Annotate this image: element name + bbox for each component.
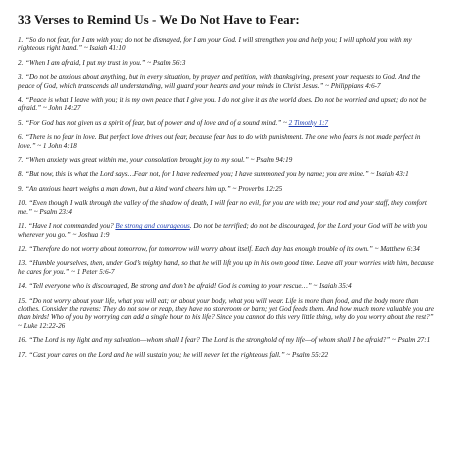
- verse-item: [18, 36, 435, 53]
- verse-item: [18, 222, 435, 239]
- verse-item: [18, 73, 435, 90]
- verse-text-continued: . Do not be terrified; do not be discouraged, for the Lord your God will be with you wherever you go.” ~ Joshua 1:9: [18, 222, 427, 239]
- verse-number: 10.: [18, 199, 29, 208]
- verse-reference-link[interactable]: 2 Timothy 1:7: [288, 118, 329, 127]
- verse-item: [18, 96, 435, 113]
- verse-number: 1.: [18, 36, 26, 44]
- verse-text: “When I am afraid, I put my trust in you.” ~ Psalm 56:3: [25, 58, 186, 67]
- verse-item: [18, 119, 435, 127]
- verse-text: “Peace is what I leave with you; it is my own peace that I give you. I do not give it as the world does. Do not be worried and upset; do not be afraid.” ~ John 14:27: [18, 96, 427, 113]
- verse-number: 3.: [18, 73, 26, 82]
- verse-number: 11.: [18, 222, 29, 231]
- verse-item: [18, 259, 435, 276]
- verse-number: 2.: [18, 58, 26, 67]
- verse-item: [18, 199, 435, 216]
- verse-number: 6.: [18, 133, 26, 142]
- verse-text: “Therefore do not worry about tomorrow, for tomorrow will worry about itself. Each day has enough trouble of its own.” ~ Matthew 6:34: [28, 244, 420, 253]
- verse-text: “So do not fear, for I am with you; do not be dismayed, for I am your God. I will strengthen you and help you; I will uphold you with my righteous right hand.” ~ Isaiah 41:10: [18, 36, 412, 53]
- verse-list: [18, 36, 435, 359]
- verse-number: 13.: [18, 259, 29, 268]
- verse-text: “Have I not commanded you?: [28, 222, 116, 231]
- verse-number: 8.: [18, 170, 26, 179]
- verse-item: [18, 133, 435, 150]
- verse-item: [18, 282, 435, 290]
- verse-text: “But now, this is what the Lord says…Fear not, for I have redeemed you; I have summoned you by name; you are mine.” ~ Isaiah 43:1: [25, 170, 409, 179]
- verse-text: “Even though I walk through the valley of the shadow of death, I will fear no evil, for you are with me; your rod and your staff, they comfort me.” ~ Psalm 23:4: [18, 199, 427, 216]
- verse-item: [18, 156, 435, 164]
- verse-number: 5.: [18, 118, 26, 127]
- verse-number: 4.: [18, 96, 26, 105]
- verse-text: “There is no fear in love. But perfect love drives out fear, because fear has to do with punishment. The one who fears is not made perfect in love.” ~ 1 John 4:18: [18, 133, 421, 150]
- page-title: 33 Verses to Remind Us - We Do Not Have to Fear:: [18, 12, 300, 27]
- verse-text: “Do not be anxious about anything, but in every situation, by prayer and petition, with thanksgiving, present your requests to God. And the peace of God, which transcends all understanding, will guard your hearts and your minds in Christ Jesus.” ~ Philippians 4:6-7: [18, 73, 421, 90]
- verse-item: [18, 245, 435, 253]
- verse-text: “When anxiety was great within me, your consolation brought joy to my soul.” ~ Psalm 94:19: [25, 156, 293, 165]
- verse-number: 16.: [18, 336, 29, 345]
- verse-item: [18, 59, 435, 67]
- verse-text: “An anxious heart weighs a man down, but a kind word cheers him up.” ~ Proverbs 12:25: [25, 184, 283, 193]
- verse-number: 12.: [18, 244, 29, 253]
- verse-text: “Humble yourselves, then, under God’s mighty hand, so that he will lift you up in his own good time. Leave all your worries with him, because he cares for you.” ~ 1 Peter 5:6-7: [18, 259, 434, 276]
- verse-reference-link[interactable]: Be strong and courageous: [115, 222, 190, 231]
- verse-item: [18, 336, 435, 344]
- verse-item: [18, 297, 435, 331]
- verse-item: [18, 351, 435, 359]
- verse-number: 15.: [18, 296, 29, 305]
- verse-text: “Tell everyone who is discouraged, Be strong and don’t be afraid! God is coming to your rescue…” ~ Isaiah 35:4: [28, 282, 352, 291]
- verse-text: “For God has not given us a spirit of fear, but of power and of love and of a sound mind.” ~: [25, 118, 289, 127]
- verse-text: “Cast your cares on the Lord and he will sustain you; he will never let the righteous fall.” ~ Psalm 55:22: [28, 350, 329, 359]
- verse-number: 17.: [18, 350, 29, 359]
- verse-number: 14.: [18, 282, 29, 291]
- verse-number: 9.: [18, 184, 26, 193]
- verse-item: [18, 185, 435, 193]
- verse-number: 7.: [18, 156, 26, 165]
- verse-text: “The Lord is my light and my salvation—whom shall I fear? The Lord is the stronghold of my life—of whom shall I be afraid?” ~ Psalm 27:1: [28, 336, 431, 345]
- verse-text: “Do not worry about your life, what you will eat; or about your body, what you will wear. Life is more than food, and the body more than clothes. Consider the ravens: They do not sow or reap, they have no storeroom or barn; yet God feeds them. And how much more valuable you are than birds! Who of you by worrying can add a single hour to his life? Since you cannot do this very little thing, why do you worry about the rest?” ~ Luke 12:22-26: [18, 296, 435, 330]
- verse-item: [18, 170, 435, 178]
